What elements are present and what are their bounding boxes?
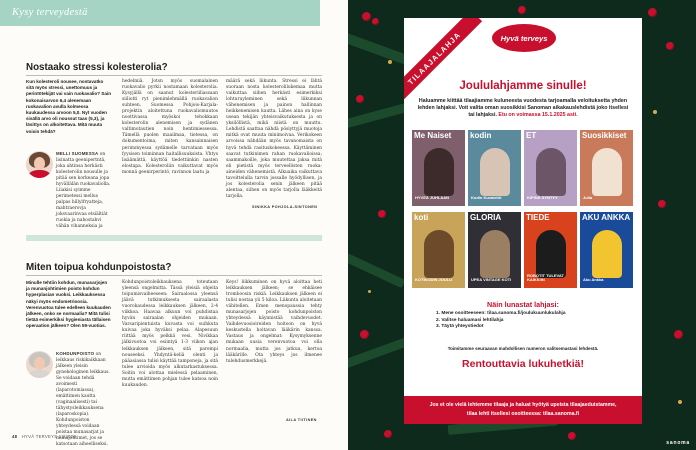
subscribe-banner	[404, 396, 642, 424]
berry	[356, 95, 364, 103]
cover-image	[536, 148, 566, 196]
cover-headline: Aku Ankka	[583, 277, 604, 283]
cover-image	[592, 148, 622, 196]
step-3: 3. Täytä yhteystiedot	[436, 324, 484, 330]
delivery-note: Toimitamme seuraavan mahdollisen numeron valitsemastasi lehdestä.	[447, 346, 599, 351]
berry	[658, 200, 666, 208]
berry	[518, 6, 526, 14]
berry	[666, 42, 674, 50]
cover-image	[592, 230, 622, 278]
promo-deadline: Etu on voimassa 15.1.2025 asti.	[498, 112, 578, 119]
cover-headline: ROBOTIT TULEVAT KAIKKIIN	[527, 272, 564, 283]
article-rule	[26, 275, 322, 276]
cover-headline: KIPINÄ SYNTYY	[527, 195, 558, 201]
cover-image	[536, 230, 566, 278]
article-question: Minulle tehtiin kohdun, munasarjojen ja munanjohtimien poisto kohdun hyperplasian vuoksi. Leikkauksessa näkyi myös endometrioosia. Verenvuotoa tulee edelleen kuukauden jälkeen, onko se normaalia? Mitä tulisi tietää esimerkiksi hygieniasta tällaisen operaation jälkeen? Olen 59-vuotias.	[26, 280, 111, 329]
article-signature: SINIKKA POHJOLA-SINTONEN	[252, 205, 318, 209]
article-question: Kun kolesteroli nousee, nostavatko sitä myös stressi, unettomuus ja perintötekijät vai vain ruokavalio? Sain kokonaisarvon 6,4 alenemaan ruokavalion avulla kolmessa kuukaudessa arvoon 5,0. Nyt vuoden sisällä arvo oli noussut taas (5,3), ja läsittys on alkoitettava. Mitä muuta voisin tehdä?	[26, 79, 112, 134]
expert-name: MELLI SUOMESSA	[56, 151, 99, 156]
magazine-name: Me Naiset	[414, 131, 452, 140]
cover-image	[480, 148, 510, 196]
page-footer	[12, 434, 76, 439]
expert-name: KOHDUNPOISTO	[56, 351, 95, 356]
article-column-3: Keys! liikkuminen on hyvä aloittaa heti leikkauksen jälkeen; se ehkäisee tromboosin riskiä. Leikkauksen jälkeen ei tulisi nostaa yli 5 kiloa. Liikunta aloitetaan vähitellen. Emen menopaussia tehty munasarjojen poisto kohdunpoiston yhteydessä käynnistää vaihdevuodet. Vaihdevuosioireiden hoitoon on hyvä keskustella hoitavan lääkärin kanssa. Vastaus ja ongelmat: Kysymyksenne mukaan uusia verenvuotoa voi olla normaalia, mutta jos jatkuu, kertoa lääkärille. Ota yhteys jos ilmenee tulehdusmerkkejä.	[226, 280, 322, 364]
article-column-3: määrä sekä liikunta. Stressi ei lähtä suoraan nosta kolesterolilukemaa mutta vaikuttaa siihen herkästi esimerkiksi lohturuyleminen sekä liikunnan vähenemisen ja painon hallinnan heikkenemisen kautta. Lähes aina on kyse usean tekijän yhteisvaikutuksesta ja on yksilöllistä, mikä niistä on muuttu. Lehdistä saattaa nähdä pösiyttyjä muotoja mitkä ovat muuta minimoivaa. Verikokeen arvoissa nähdään myös tavanomaista on hyvä tehdä rasituskokeessa. Käyttäminen saavat tutkinimen rahan ruokavalioissa; saammakoille, joka muutettaa jaksa mitä eli pietistä myös terveellisten ruoka-aineiden vähenemistä. Alkuaika vaikuttava tavoittelulla tarvin jossalle hyödyllisen, ja jos kolesterolia senin jälkeen pitää alentaa, siihen on myös tarjolla lääkkeitä tarjolla.	[226, 79, 322, 199]
article-title-hysterectomy: Miten toipua kohdunpoistosta?	[26, 262, 172, 273]
magazine-name: Suosikkiset	[582, 131, 627, 140]
offer-card	[404, 18, 642, 396]
publisher-logo: sanoma	[666, 440, 690, 446]
expert-text: on leikkaus riskikaikkaan jälkeen yleisin gynekologinen leikkaus. Se voidaan tehdä avoimesti (laparotomiassa), emättimen kautta (vaginaalisesti) tai tähystysleikkauksena (laparoskopia). Kohdunpoiston yhteydessä voidaan poistaa munasarjat ja munajohtimet, jos se katsotaan aiheelliseksi.	[56, 352, 110, 447]
magazine-covers-grid	[412, 130, 634, 292]
berry	[360, 330, 369, 339]
magazine-name: koti	[414, 213, 429, 222]
step-2: 2. Valitse haluamasi lehtilahja	[436, 317, 504, 323]
gold-ornament	[653, 110, 657, 114]
promo-title: Joululahjamme sinulle!	[459, 80, 587, 92]
magazine-name: AKU ANKKA	[582, 213, 631, 222]
subscribe-line-1: Jos et ole vielä lehtemme tilaaja ja haluat hyötyä upeista tilaajaeduistamme,	[429, 402, 617, 408]
expert-text: on lisinatta geenipertntä, joka ahtinsa herkästi kolesterolin nousulle ja pitää sen korkeana jopa hyvällälän ruokavaliolla. Liiakisi syimme perimetessi mellus palpas hillylfryatteja, mahtraerovja joksvaarinvaa etsiältiät ruokia ja nahostahvi vähän vihanneksia ja	[56, 152, 111, 229]
berry	[372, 18, 379, 25]
cover-headline: UPEA VINTAGE KOTI	[471, 277, 512, 283]
article-column-2: Kohdunpoistoleikkauksena toteutaan yleensä ongelmitta. Tässä yleisiä ohjeita toipumisvaiheeseen: Sairaalossa yleensä jäävä tutkimuksesta sairaalasta vuorokaudessa leikkauksen jälkeen, 2-4 viikkoa. Haavaa alkuun voi puhdistaa hyvän sairaalan ohjeiden mukaan. Varsaripientuista kuvasta voi suihkuta kuivaa joka hyväksi pelaa. Alapesuun riittää myös pelkkä vesi. Nivikkaa jälkivuotoa voi esiintyä 1-3 viikon ajan leikkauksen jälkeen, sitä parempi nouseeksi. Yhdyntä-keliä olenti ja pääasiassa tulisi käyttää tamponeja, ja sitä tulee arvioida myös alkutarkastuksessa. Soitin voi alottaa mielessä pelaaminen, mutta emättimen pohjan tulee katsoa noin kuukauden.	[122, 280, 218, 388]
berry	[648, 8, 657, 17]
magazine-name: kodin	[470, 131, 492, 140]
cover-image	[424, 230, 454, 278]
cover-image	[424, 148, 454, 196]
berry	[674, 330, 683, 339]
magazine-cover	[524, 212, 577, 288]
magazine-cover	[468, 130, 521, 206]
magazine-cover	[412, 130, 465, 206]
article-signature: AILA TIITINEN	[286, 418, 317, 422]
pine-branch	[348, 250, 405, 288]
redeem-steps	[436, 311, 636, 331]
page-number: 48	[12, 434, 18, 439]
berry	[568, 432, 576, 440]
berry	[384, 430, 392, 438]
magazine-cover	[524, 130, 577, 206]
promo-description: Haluamme kiittää tilaajiamme kuluneesta vuodesta tarjoamalla veloituksetta yhden lehden lahjaksi. Voit valita oman suosikkisi Sanoman aikakauslehdistä joko itsellesi tai lahjaksi. Etu on voimassa 15.1.2025 asti.	[417, 98, 629, 119]
gold-ornament	[678, 400, 682, 404]
pine-branch	[348, 102, 412, 129]
subscribe-line-2: tilaa lehti itsellesi osoitteessa: tilaa.sanoma.fi	[466, 411, 580, 417]
section-title: Kysy terveydestä	[12, 7, 88, 18]
pine-branch	[348, 336, 411, 368]
cover-headline: Julia	[583, 195, 593, 201]
magazine-cover	[468, 212, 521, 288]
cover-headline: HYVEÄ JUHLAAN	[415, 195, 450, 201]
article-title-cholesterol: Nostaako stressi kolesterolia?	[26, 62, 168, 73]
right-page-ad	[348, 0, 696, 450]
article-column-2: hedelmiä. Jotsn myös suomalainen ruokavalio pyrkii nostamaan kolesterolia. Kysyjällä on saanut kolesteriiliassaan siiliotti ryt pienimlehmällä ruokavalion suhteen. Suomessa Pohjois-Karjala-projektin aloitettuna ruokavaliomuutos noottivassa myöskoi tehokkaan kolesterolin alenemisen ja sydänen valtimotautien noin hentimiessessa. Tämellä puolen maailmaa, tietessa, on dokumentoima, miten kansainnaisen perimmyessa sydämelle tarvataan myös fyysisen toiminnan haitallisuuksista. Vhtys lisäämättä, käyttöä tiedettiinkin nasten elostapa. Kolesteroliin vaikuttavat myös monnä geenirperintö, ravinnon laatu ja	[122, 79, 218, 175]
article-divider	[26, 235, 322, 241]
subscriber-gift-sash: TILAAJALAHJA	[404, 18, 482, 106]
magazine-cover	[412, 212, 465, 288]
magazine-name: TIEDE	[526, 213, 550, 222]
closing-slogan: Rentouttavia lukuhetkiä!	[462, 358, 584, 370]
magazine-name: ET	[526, 131, 537, 140]
howto-title: Näin lunastat lahjasi:	[487, 300, 559, 309]
expert-avatar	[26, 351, 53, 378]
section-header-bar	[0, 0, 320, 26]
cover-headline: KOTIKODIN JOULU	[415, 277, 453, 283]
brand-logo: Hyvä terveys	[492, 24, 556, 52]
cover-headline: Kodin Kuvalehti	[471, 195, 502, 201]
gold-ornament	[368, 290, 371, 293]
gold-ornament	[388, 60, 392, 64]
article-rule	[26, 75, 322, 76]
berry	[362, 12, 371, 21]
expert-avatar	[26, 151, 53, 178]
step-1: 1. Mene osoitteeseen: tilaa.sanoma.fi/joulukuunlukulahja	[436, 311, 566, 316]
magazine-cover	[580, 130, 633, 206]
expert-answer-intro	[56, 151, 112, 230]
magazine-name: GLORIA	[470, 213, 502, 222]
magazine-cover	[580, 212, 633, 288]
cover-image	[480, 230, 510, 278]
publication-name: HYVÄ TERVEYS 13/2024	[21, 434, 76, 439]
berry	[378, 210, 386, 218]
